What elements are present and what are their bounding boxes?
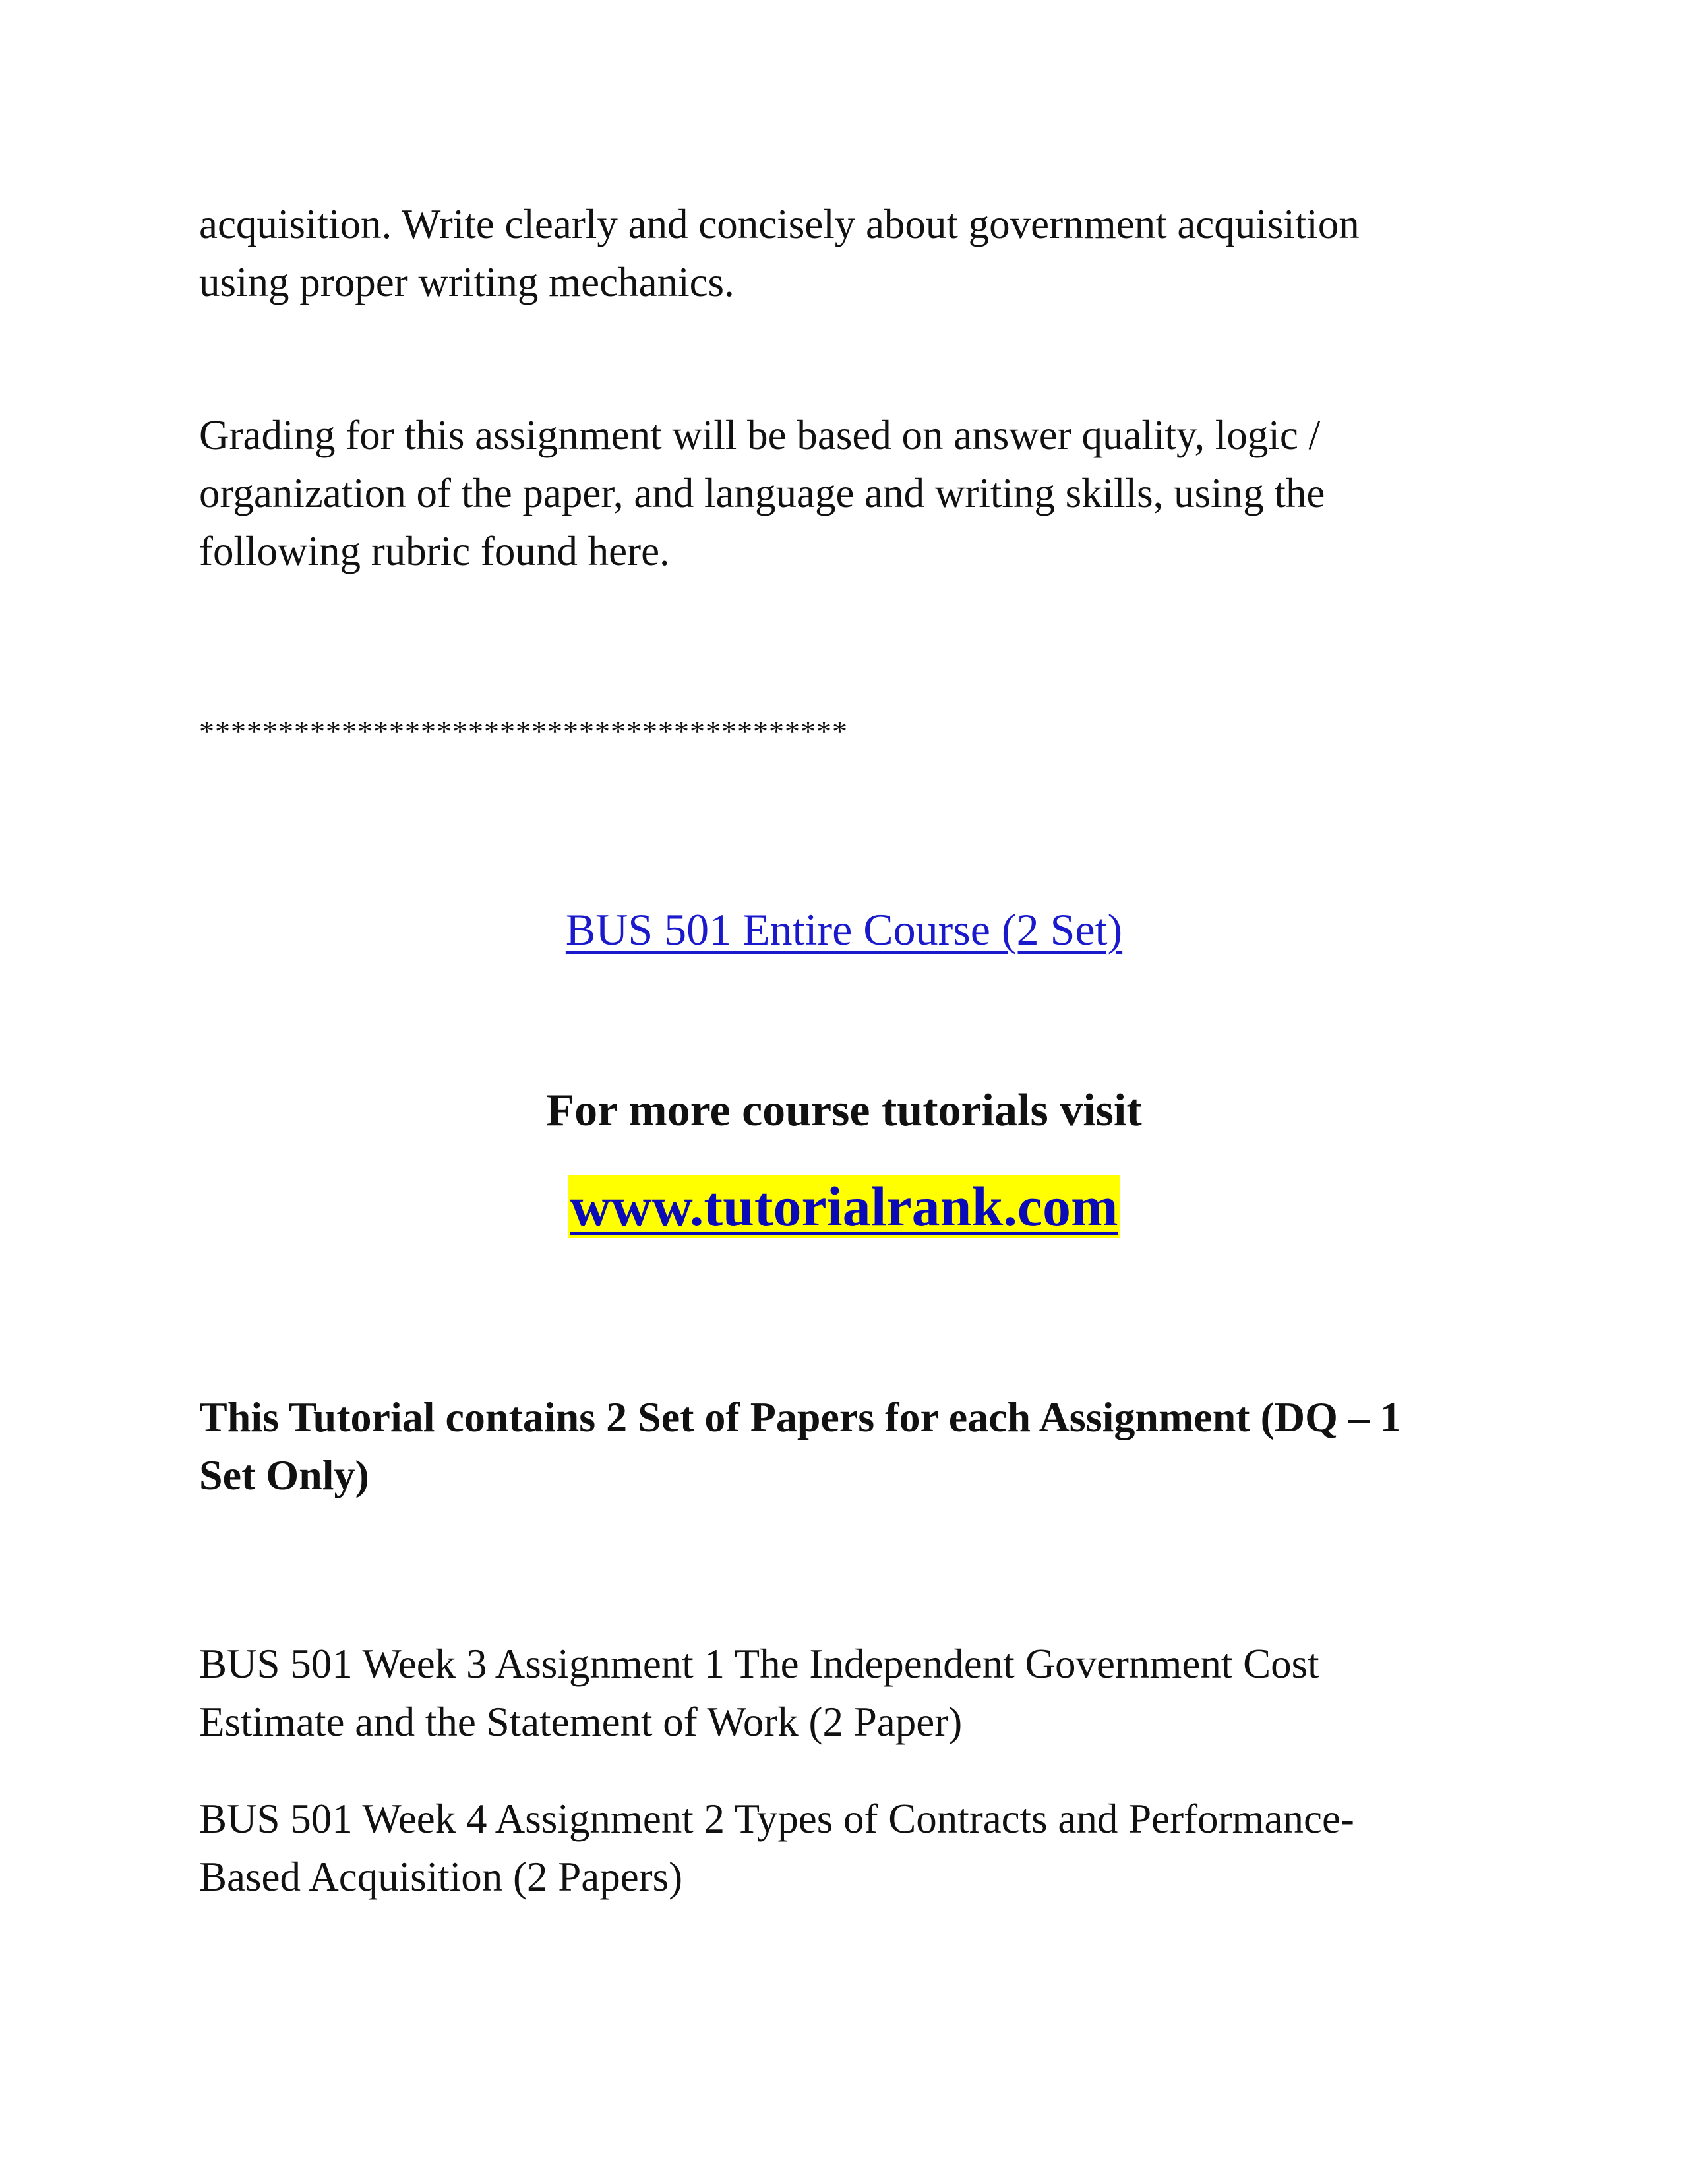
- website-container: [0, 1170, 1688, 1243]
- grading-paragraph: [199, 406, 1492, 580]
- grading-line-2: organization of the paper, and language and writing skills, using the: [199, 470, 1325, 516]
- intro-line-1: acquisition. Write clearly and concisely about government acquisition: [199, 201, 1360, 247]
- tutorial-note-line-2: Set Only): [199, 1452, 369, 1498]
- intro-paragraph: [199, 195, 1492, 311]
- tutorial-note: [199, 1388, 1492, 1504]
- grading-line-1: Grading for this assignment will be based on answer quality, logic /: [199, 412, 1321, 458]
- website-link[interactable]: www.tutorialrank.com: [570, 1175, 1118, 1238]
- assignment-1-line-2: Estimate and the Statement of Work (2 Paper): [199, 1699, 963, 1745]
- course-link[interactable]: BUS 501 Entire Course (2 Set): [565, 904, 1123, 955]
- assignment-1-line-1: BUS 501 Week 3 Assignment 1 The Independent Government Cost: [199, 1641, 1319, 1687]
- assignment-item-1: [199, 1635, 1492, 1751]
- tutorial-note-line-1: This Tutorial contains 2 Set of Papers for each Assignment (DQ – 1: [199, 1394, 1401, 1440]
- visit-heading: For more course tutorials visit: [546, 1085, 1142, 1136]
- assignment-2-line-1: BUS 501 Week 4 Assignment 2 Types of Contracts and Performance-: [199, 1796, 1354, 1842]
- grading-line-3: following rubric found here.: [199, 528, 670, 574]
- separator-stars: *****************************************: [199, 715, 848, 748]
- course-link-container: [0, 900, 1688, 959]
- assignment-2-line-2: Based Acquisition (2 Papers): [199, 1854, 683, 1900]
- assignment-item-2: [199, 1790, 1492, 1906]
- intro-line-2: using proper writing mechanics.: [199, 259, 735, 305]
